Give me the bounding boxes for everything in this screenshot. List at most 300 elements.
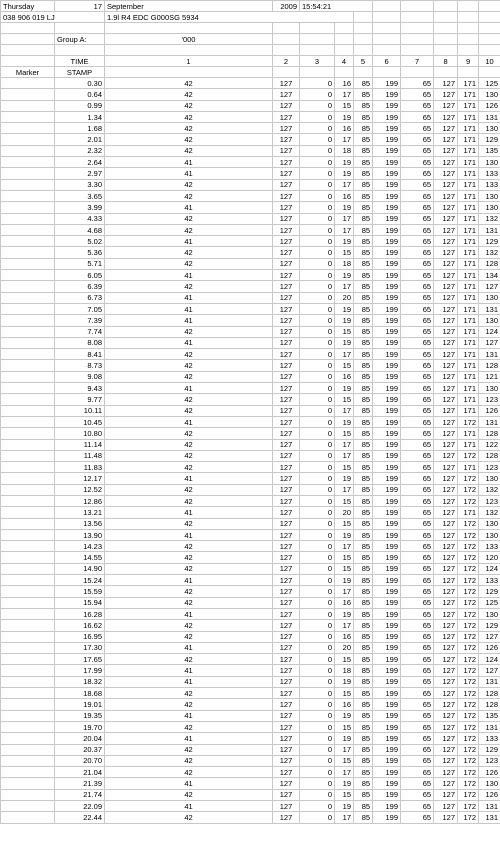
value-cell-4[interactable]: 17 — [335, 812, 354, 823]
value-cell-5[interactable]: 85 — [354, 473, 373, 484]
value-cell-1[interactable]: 42 — [105, 654, 273, 665]
value-cell-1[interactable]: 42 — [105, 688, 273, 699]
value-cell-7[interactable]: 65 — [401, 281, 434, 292]
value-cell-1[interactable]: 41 — [105, 416, 273, 427]
value-cell-10[interactable]: 130 — [479, 529, 500, 540]
marker-cell[interactable] — [1, 190, 55, 201]
value-cell-4[interactable]: 17 — [335, 767, 354, 778]
value-cell-10[interactable]: 122 — [479, 439, 500, 450]
value-cell-1[interactable]: 41 — [105, 202, 273, 213]
marker-cell[interactable] — [1, 778, 55, 789]
value-cell-5[interactable]: 85 — [354, 100, 373, 111]
value-cell-10[interactable]: 126 — [479, 405, 500, 416]
value-cell-6[interactable]: 199 — [373, 620, 401, 631]
value-cell-1[interactable]: 42 — [105, 179, 273, 190]
value-cell-6[interactable]: 199 — [373, 563, 401, 574]
marker-cell[interactable] — [1, 439, 55, 450]
time-stamp-cell[interactable]: 11.14 — [55, 439, 105, 450]
marker-cell[interactable] — [1, 484, 55, 495]
value-cell-9[interactable]: 171 — [458, 111, 479, 122]
value-cell-5[interactable]: 85 — [354, 292, 373, 303]
value-cell-1[interactable]: 42 — [105, 134, 273, 145]
value-cell-1[interactable]: 41 — [105, 315, 273, 326]
value-cell-8[interactable]: 127 — [434, 518, 458, 529]
value-cell-8[interactable]: 127 — [434, 767, 458, 778]
value-cell-1[interactable]: 41 — [105, 529, 273, 540]
value-cell-5[interactable]: 85 — [354, 484, 373, 495]
value-cell-2[interactable]: 127 — [273, 78, 300, 89]
value-cell-10[interactable]: 133 — [479, 541, 500, 552]
marker-cell[interactable] — [1, 100, 55, 111]
value-cell-4[interactable]: 18 — [335, 665, 354, 676]
value-cell-4[interactable]: 19 — [335, 270, 354, 281]
value-cell-1[interactable]: 41 — [105, 801, 273, 812]
value-cell-1[interactable]: 42 — [105, 755, 273, 766]
value-cell-1[interactable]: 41 — [105, 270, 273, 281]
value-cell-8[interactable]: 127 — [434, 428, 458, 439]
value-cell-6[interactable]: 199 — [373, 337, 401, 348]
value-cell-10[interactable]: 125 — [479, 597, 500, 608]
value-cell-4[interactable]: 15 — [335, 755, 354, 766]
value-cell-1[interactable]: 42 — [105, 224, 273, 235]
value-cell-5[interactable]: 85 — [354, 755, 373, 766]
value-cell-2[interactable]: 127 — [273, 428, 300, 439]
value-cell-7[interactable]: 65 — [401, 789, 434, 800]
value-cell-5[interactable]: 85 — [354, 405, 373, 416]
value-cell-9[interactable]: 171 — [458, 337, 479, 348]
value-cell-7[interactable]: 65 — [401, 688, 434, 699]
time-stamp-cell[interactable]: 0.30 — [55, 78, 105, 89]
value-cell-4[interactable]: 19 — [335, 168, 354, 179]
value-cell-1[interactable]: 42 — [105, 258, 273, 269]
value-cell-2[interactable]: 127 — [273, 721, 300, 732]
value-cell-6[interactable]: 199 — [373, 473, 401, 484]
value-cell-7[interactable]: 65 — [401, 270, 434, 281]
value-cell-10[interactable]: 129 — [479, 586, 500, 597]
value-cell-8[interactable]: 127 — [434, 78, 458, 89]
value-cell-2[interactable]: 127 — [273, 778, 300, 789]
value-cell-10[interactable]: 130 — [479, 190, 500, 201]
time-stamp-cell[interactable]: 4.68 — [55, 224, 105, 235]
time-stamp-cell[interactable]: 14.55 — [55, 552, 105, 563]
marker-cell[interactable] — [1, 224, 55, 235]
time-stamp-cell[interactable]: 3.65 — [55, 190, 105, 201]
value-cell-3[interactable]: 0 — [300, 224, 335, 235]
value-cell-10[interactable]: 130 — [479, 292, 500, 303]
value-cell-1[interactable]: 42 — [105, 744, 273, 755]
value-cell-6[interactable]: 199 — [373, 383, 401, 394]
value-cell-9[interactable]: 172 — [458, 654, 479, 665]
value-cell-3[interactable]: 0 — [300, 394, 335, 405]
group-label-cell[interactable]: Group A: — [55, 34, 105, 45]
value-cell-5[interactable]: 85 — [354, 563, 373, 574]
value-cell-8[interactable]: 127 — [434, 733, 458, 744]
value-cell-1[interactable]: 42 — [105, 190, 273, 201]
marker-cell[interactable] — [1, 654, 55, 665]
value-cell-4[interactable]: 16 — [335, 699, 354, 710]
time-stamp-cell[interactable]: 13.90 — [55, 529, 105, 540]
marker-cell[interactable] — [1, 688, 55, 699]
value-cell-2[interactable]: 127 — [273, 157, 300, 168]
value-cell-1[interactable]: 41 — [105, 665, 273, 676]
value-cell-10[interactable]: 120 — [479, 552, 500, 563]
value-cell-10[interactable]: 128 — [479, 699, 500, 710]
value-cell-4[interactable]: 15 — [335, 789, 354, 800]
marker-cell[interactable] — [1, 157, 55, 168]
value-cell-7[interactable]: 65 — [401, 733, 434, 744]
value-cell-1[interactable]: 41 — [105, 383, 273, 394]
value-cell-7[interactable]: 65 — [401, 236, 434, 247]
value-cell-7[interactable]: 65 — [401, 371, 434, 382]
value-cell-6[interactable]: 199 — [373, 190, 401, 201]
time-stamp-cell[interactable]: 19.70 — [55, 721, 105, 732]
time-stamp-cell[interactable]: 20.04 — [55, 733, 105, 744]
time-stamp-cell[interactable]: 17.99 — [55, 665, 105, 676]
value-cell-3[interactable]: 0 — [300, 270, 335, 281]
time-stamp-cell[interactable]: 7.39 — [55, 315, 105, 326]
marker-cell[interactable] — [1, 541, 55, 552]
value-cell-3[interactable]: 0 — [300, 563, 335, 574]
value-cell-7[interactable]: 65 — [401, 383, 434, 394]
value-cell-2[interactable]: 127 — [273, 484, 300, 495]
col-header-10[interactable]: 10 — [479, 56, 500, 67]
marker-cell[interactable] — [1, 552, 55, 563]
marker-cell[interactable] — [1, 529, 55, 540]
value-cell-4[interactable]: 16 — [335, 190, 354, 201]
value-cell-5[interactable]: 85 — [354, 89, 373, 100]
value-cell-4[interactable]: 19 — [335, 315, 354, 326]
value-cell-7[interactable]: 65 — [401, 608, 434, 619]
value-cell-1[interactable]: 42 — [105, 552, 273, 563]
col-header-2[interactable]: 2 — [273, 56, 300, 67]
value-cell-3[interactable]: 0 — [300, 292, 335, 303]
value-cell-10[interactable]: 130 — [479, 315, 500, 326]
value-cell-5[interactable]: 85 — [354, 654, 373, 665]
value-cell-10[interactable]: 133 — [479, 575, 500, 586]
value-cell-8[interactable]: 127 — [434, 620, 458, 631]
time-stamp-cell[interactable]: 7.74 — [55, 326, 105, 337]
value-cell-8[interactable]: 127 — [434, 213, 458, 224]
value-cell-6[interactable]: 199 — [373, 281, 401, 292]
value-cell-1[interactable]: 42 — [105, 812, 273, 823]
value-cell-8[interactable]: 127 — [434, 642, 458, 653]
value-cell-10[interactable]: 123 — [479, 394, 500, 405]
col-header-3[interactable]: 3 — [300, 56, 335, 67]
value-cell-9[interactable]: 171 — [458, 439, 479, 450]
value-cell-2[interactable]: 127 — [273, 326, 300, 337]
value-cell-7[interactable]: 65 — [401, 484, 434, 495]
value-cell-10[interactable]: 131 — [479, 416, 500, 427]
value-cell-4[interactable]: 15 — [335, 563, 354, 574]
value-cell-6[interactable]: 199 — [373, 495, 401, 506]
value-cell-8[interactable]: 127 — [434, 473, 458, 484]
value-cell-2[interactable]: 127 — [273, 518, 300, 529]
value-cell-10[interactable]: 130 — [479, 383, 500, 394]
value-cell-3[interactable]: 0 — [300, 78, 335, 89]
value-cell-2[interactable]: 127 — [273, 631, 300, 642]
value-cell-10[interactable]: 128 — [479, 450, 500, 461]
value-cell-10[interactable]: 128 — [479, 428, 500, 439]
value-cell-8[interactable]: 127 — [434, 755, 458, 766]
value-cell-7[interactable]: 65 — [401, 315, 434, 326]
value-cell-3[interactable]: 0 — [300, 812, 335, 823]
value-cell-8[interactable]: 127 — [434, 360, 458, 371]
value-cell-5[interactable]: 85 — [354, 247, 373, 258]
value-cell-7[interactable]: 65 — [401, 326, 434, 337]
value-cell-6[interactable]: 199 — [373, 462, 401, 473]
value-cell-2[interactable]: 127 — [273, 236, 300, 247]
value-cell-6[interactable]: 199 — [373, 134, 401, 145]
value-cell-9[interactable]: 171 — [458, 303, 479, 314]
time-stamp-cell[interactable]: 5.02 — [55, 236, 105, 247]
value-cell-2[interactable]: 127 — [273, 383, 300, 394]
time-stamp-cell[interactable]: 5.71 — [55, 258, 105, 269]
value-cell-10[interactable]: 130 — [479, 518, 500, 529]
value-cell-8[interactable]: 127 — [434, 507, 458, 518]
value-cell-7[interactable]: 65 — [401, 665, 434, 676]
value-cell-4[interactable]: 17 — [335, 744, 354, 755]
value-cell-4[interactable]: 19 — [335, 529, 354, 540]
value-cell-6[interactable]: 199 — [373, 654, 401, 665]
value-cell-1[interactable]: 42 — [105, 213, 273, 224]
marker-cell[interactable] — [1, 123, 55, 134]
value-cell-5[interactable]: 85 — [354, 371, 373, 382]
date-num-cell[interactable]: 17 — [55, 1, 105, 12]
time-stamp-cell[interactable]: 14.23 — [55, 541, 105, 552]
value-cell-1[interactable]: 41 — [105, 337, 273, 348]
value-cell-4[interactable]: 17 — [335, 179, 354, 190]
value-cell-9[interactable]: 172 — [458, 744, 479, 755]
value-cell-4[interactable]: 17 — [335, 213, 354, 224]
value-cell-10[interactable]: 123 — [479, 462, 500, 473]
marker-cell[interactable] — [1, 89, 55, 100]
value-cell-5[interactable]: 85 — [354, 190, 373, 201]
value-cell-7[interactable]: 65 — [401, 597, 434, 608]
value-cell-8[interactable]: 127 — [434, 665, 458, 676]
col-header-7[interactable]: 7 — [401, 56, 434, 67]
value-cell-6[interactable]: 199 — [373, 111, 401, 122]
value-cell-6[interactable]: 199 — [373, 450, 401, 461]
marker-cell[interactable] — [1, 168, 55, 179]
marker-cell[interactable] — [1, 111, 55, 122]
value-cell-7[interactable]: 65 — [401, 78, 434, 89]
value-cell-3[interactable]: 0 — [300, 179, 335, 190]
value-cell-6[interactable]: 199 — [373, 541, 401, 552]
value-cell-9[interactable]: 171 — [458, 383, 479, 394]
value-cell-4[interactable]: 19 — [335, 303, 354, 314]
marker-cell[interactable] — [1, 213, 55, 224]
value-cell-8[interactable]: 127 — [434, 586, 458, 597]
value-cell-5[interactable]: 85 — [354, 258, 373, 269]
value-cell-6[interactable]: 199 — [373, 608, 401, 619]
value-cell-5[interactable]: 85 — [354, 213, 373, 224]
value-cell-8[interactable]: 127 — [434, 812, 458, 823]
value-cell-3[interactable]: 0 — [300, 801, 335, 812]
value-cell-5[interactable]: 85 — [354, 326, 373, 337]
time-stamp-cell[interactable]: 18.68 — [55, 688, 105, 699]
value-cell-7[interactable]: 65 — [401, 462, 434, 473]
value-cell-2[interactable]: 127 — [273, 213, 300, 224]
value-cell-7[interactable]: 65 — [401, 111, 434, 122]
value-cell-2[interactable]: 127 — [273, 270, 300, 281]
value-cell-9[interactable]: 171 — [458, 270, 479, 281]
value-cell-9[interactable]: 172 — [458, 789, 479, 800]
value-cell-10[interactable]: 135 — [479, 145, 500, 156]
value-cell-6[interactable]: 199 — [373, 575, 401, 586]
value-cell-7[interactable]: 65 — [401, 157, 434, 168]
value-cell-6[interactable]: 199 — [373, 631, 401, 642]
time-stamp-cell[interactable]: 12.52 — [55, 484, 105, 495]
value-cell-2[interactable]: 127 — [273, 575, 300, 586]
value-cell-2[interactable]: 127 — [273, 394, 300, 405]
value-cell-8[interactable]: 127 — [434, 608, 458, 619]
value-cell-10[interactable]: 124 — [479, 563, 500, 574]
value-cell-1[interactable]: 42 — [105, 597, 273, 608]
marker-cell[interactable] — [1, 495, 55, 506]
time-stamp-cell[interactable]: 6.39 — [55, 281, 105, 292]
time-stamp-cell[interactable]: 10.11 — [55, 405, 105, 416]
value-cell-9[interactable]: 172 — [458, 699, 479, 710]
value-cell-9[interactable]: 171 — [458, 315, 479, 326]
value-cell-9[interactable]: 171 — [458, 213, 479, 224]
time-stamp-cell[interactable]: 16.28 — [55, 608, 105, 619]
value-cell-1[interactable]: 42 — [105, 145, 273, 156]
value-cell-4[interactable]: 15 — [335, 654, 354, 665]
value-cell-5[interactable]: 85 — [354, 665, 373, 676]
value-cell-10[interactable]: 130 — [479, 778, 500, 789]
marker-cell[interactable] — [1, 586, 55, 597]
value-cell-3[interactable]: 0 — [300, 473, 335, 484]
marker-cell[interactable] — [1, 642, 55, 653]
value-cell-3[interactable]: 0 — [300, 405, 335, 416]
value-cell-5[interactable]: 85 — [354, 202, 373, 213]
marker-cell[interactable] — [1, 394, 55, 405]
value-cell-6[interactable]: 199 — [373, 258, 401, 269]
value-cell-5[interactable]: 85 — [354, 789, 373, 800]
value-cell-5[interactable]: 85 — [354, 642, 373, 653]
value-cell-10[interactable]: 132 — [479, 213, 500, 224]
value-cell-10[interactable]: 132 — [479, 507, 500, 518]
time-stamp-cell[interactable]: 15.59 — [55, 586, 105, 597]
value-cell-9[interactable]: 171 — [458, 236, 479, 247]
value-cell-2[interactable]: 127 — [273, 642, 300, 653]
value-cell-9[interactable]: 171 — [458, 224, 479, 235]
value-cell-7[interactable]: 65 — [401, 563, 434, 574]
value-cell-1[interactable]: 42 — [105, 349, 273, 360]
value-cell-4[interactable]: 20 — [335, 292, 354, 303]
value-cell-10[interactable]: 131 — [479, 676, 500, 687]
value-cell-3[interactable]: 0 — [300, 620, 335, 631]
value-cell-3[interactable]: 0 — [300, 733, 335, 744]
value-cell-2[interactable]: 127 — [273, 281, 300, 292]
value-cell-6[interactable]: 199 — [373, 157, 401, 168]
time-header-bottom[interactable]: STAMP — [55, 67, 105, 78]
value-cell-4[interactable]: 18 — [335, 258, 354, 269]
time-stamp-cell[interactable]: 1.68 — [55, 123, 105, 134]
value-cell-6[interactable]: 199 — [373, 801, 401, 812]
value-cell-4[interactable]: 19 — [335, 778, 354, 789]
value-cell-1[interactable]: 41 — [105, 608, 273, 619]
value-cell-7[interactable]: 65 — [401, 258, 434, 269]
time-stamp-cell[interactable]: 16.62 — [55, 620, 105, 631]
value-cell-5[interactable]: 85 — [354, 744, 373, 755]
value-cell-8[interactable]: 127 — [434, 654, 458, 665]
value-cell-8[interactable]: 127 — [434, 778, 458, 789]
value-cell-6[interactable]: 199 — [373, 642, 401, 653]
value-cell-2[interactable]: 127 — [273, 608, 300, 619]
value-cell-8[interactable]: 127 — [434, 179, 458, 190]
time-stamp-cell[interactable]: 22.09 — [55, 801, 105, 812]
value-cell-4[interactable]: 15 — [335, 518, 354, 529]
time-stamp-cell[interactable]: 2.97 — [55, 168, 105, 179]
value-cell-2[interactable]: 127 — [273, 597, 300, 608]
value-cell-10[interactable]: 128 — [479, 258, 500, 269]
value-cell-2[interactable]: 127 — [273, 473, 300, 484]
marker-cell[interactable] — [1, 676, 55, 687]
value-cell-1[interactable]: 42 — [105, 371, 273, 382]
value-cell-8[interactable]: 127 — [434, 439, 458, 450]
value-cell-5[interactable]: 85 — [354, 360, 373, 371]
value-cell-1[interactable]: 42 — [105, 428, 273, 439]
value-cell-4[interactable]: 20 — [335, 507, 354, 518]
value-cell-7[interactable]: 65 — [401, 801, 434, 812]
value-cell-10[interactable]: 124 — [479, 654, 500, 665]
value-cell-2[interactable]: 127 — [273, 812, 300, 823]
value-cell-2[interactable]: 127 — [273, 405, 300, 416]
col-header-1[interactable]: 1 — [105, 56, 273, 67]
marker-cell[interactable] — [1, 383, 55, 394]
value-cell-3[interactable]: 0 — [300, 676, 335, 687]
value-cell-10[interactable]: 131 — [479, 801, 500, 812]
value-cell-3[interactable]: 0 — [300, 371, 335, 382]
marker-cell[interactable] — [1, 789, 55, 800]
time-stamp-cell[interactable]: 5.36 — [55, 247, 105, 258]
value-cell-8[interactable]: 127 — [434, 337, 458, 348]
value-cell-8[interactable]: 127 — [434, 699, 458, 710]
marker-cell[interactable] — [1, 450, 55, 461]
value-cell-10[interactable]: 135 — [479, 710, 500, 721]
marker-cell[interactable] — [1, 179, 55, 190]
value-cell-9[interactable]: 172 — [458, 597, 479, 608]
value-cell-5[interactable]: 85 — [354, 778, 373, 789]
marker-cell[interactable] — [1, 326, 55, 337]
value-cell-4[interactable]: 18 — [335, 145, 354, 156]
value-cell-4[interactable]: 15 — [335, 360, 354, 371]
value-cell-9[interactable]: 172 — [458, 529, 479, 540]
value-cell-1[interactable]: 41 — [105, 676, 273, 687]
value-cell-6[interactable]: 199 — [373, 168, 401, 179]
value-cell-3[interactable]: 0 — [300, 462, 335, 473]
value-cell-10[interactable]: 134 — [479, 270, 500, 281]
value-cell-6[interactable]: 199 — [373, 100, 401, 111]
value-cell-4[interactable]: 17 — [335, 134, 354, 145]
value-cell-7[interactable]: 65 — [401, 428, 434, 439]
value-cell-8[interactable]: 127 — [434, 224, 458, 235]
value-cell-7[interactable]: 65 — [401, 699, 434, 710]
value-cell-9[interactable]: 171 — [458, 123, 479, 134]
value-cell-1[interactable]: 41 — [105, 157, 273, 168]
time-stamp-cell[interactable]: 16.95 — [55, 631, 105, 642]
value-cell-8[interactable]: 127 — [434, 270, 458, 281]
value-cell-6[interactable]: 199 — [373, 812, 401, 823]
value-cell-9[interactable]: 171 — [458, 507, 479, 518]
time-stamp-cell[interactable]: 11.83 — [55, 462, 105, 473]
time-stamp-cell[interactable]: 20.70 — [55, 755, 105, 766]
value-cell-6[interactable]: 199 — [373, 665, 401, 676]
value-cell-9[interactable]: 171 — [458, 247, 479, 258]
time-stamp-cell[interactable]: 14.90 — [55, 563, 105, 574]
value-cell-2[interactable]: 127 — [273, 620, 300, 631]
